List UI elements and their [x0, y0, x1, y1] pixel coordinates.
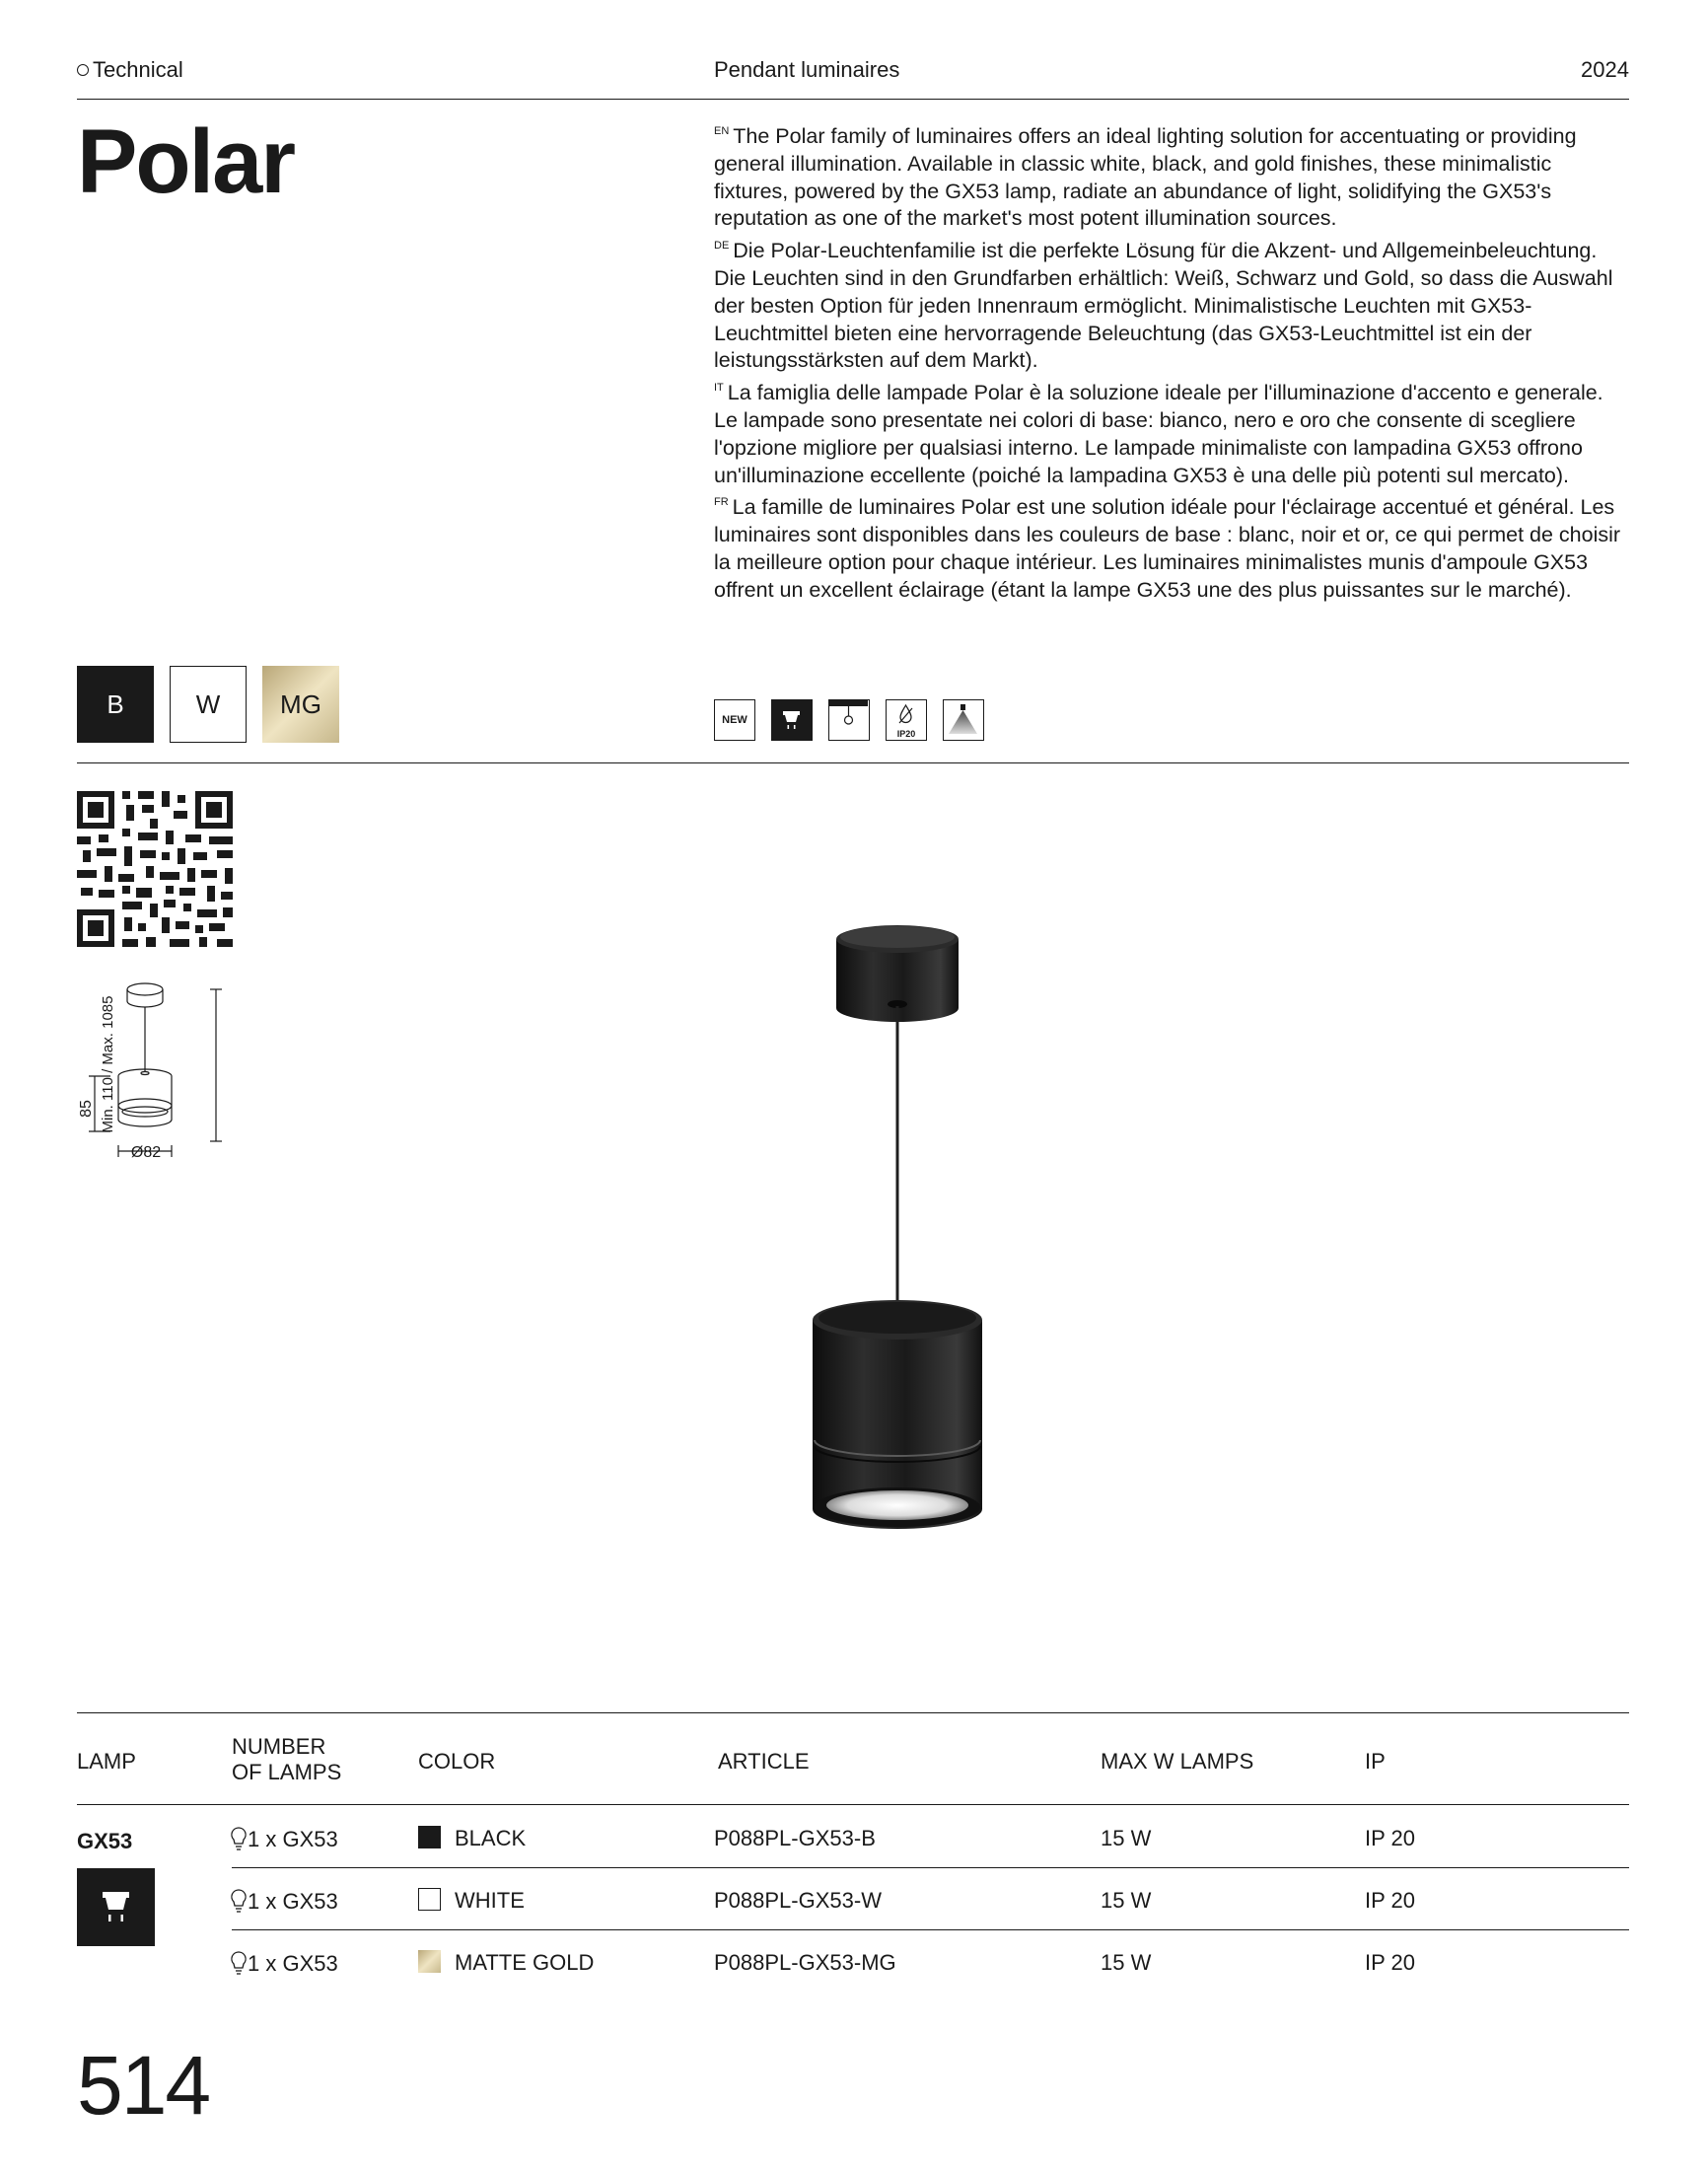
header-ip: IP — [1365, 1749, 1386, 1774]
new-icon — [714, 699, 755, 741]
page-number: 514 — [77, 2039, 210, 2132]
color-swatch-matte-gold — [418, 1950, 441, 1973]
bulb-icon — [230, 1950, 248, 1976]
circle-bullet-icon — [77, 64, 89, 76]
bulb-icon — [230, 1826, 248, 1851]
row-divider — [232, 1929, 1629, 1930]
header-color: COLOR — [418, 1749, 496, 1774]
product-title: Polar — [77, 111, 295, 212]
color-swatch-white — [418, 1888, 441, 1911]
light-beam-icon — [943, 699, 984, 741]
finish-swatch-matte-gold[interactable]: MG — [262, 666, 339, 743]
section-divider — [77, 762, 1629, 763]
row1-max-w: 15 W — [1101, 1826, 1152, 1850]
description-fr: $^{FR}$ La famille de luminaires Polar est une solution idéale pour l'éclairage accentué et général. Les luminaires sont disponibles dans les couleurs de base : blanc, noir et or, ce qui permet de choisir la meilleure option pour chaque intérieur. Les luminaires minimalistes munis d'ampoule GX53 offrent un excellent éclairage (étant la lampe GX53 une des plus puissantes sur le marché). — [714, 495, 1621, 602]
row-divider — [232, 1867, 1629, 1868]
lamp-type: GX53 — [77, 1829, 133, 1853]
row1-color: BLACK — [418, 1826, 526, 1851]
finish-swatch-black[interactable]: B — [77, 666, 154, 743]
cable-length-label: Min. 110 / Max. 1085 — [100, 995, 116, 1133]
row2-article: P088PL-GX53-W — [714, 1888, 882, 1913]
gx53-lamp-icon — [771, 699, 813, 741]
header-article: ARTICLE — [718, 1749, 810, 1774]
new-label: NEW — [722, 714, 747, 726]
row2-max-w: 15 W — [1101, 1888, 1152, 1913]
table-top-divider — [77, 1712, 1629, 1713]
row1-article: P088PL-GX53-B — [714, 1826, 876, 1850]
diameter-dimension-label: Ø82 — [130, 1144, 162, 1161]
row3-number: 1 x GX53 — [230, 1950, 338, 1977]
header-lamp: LAMP — [77, 1749, 136, 1774]
row1-ip: IP 20 — [1365, 1826, 1415, 1850]
description-en: $^{EN}$ The Polar family of luminaires offers an ideal lighting solution for accentuating or providing general illumination. Available in classic white, black, and gold finishes, these minimalistic fixtures, powered by the GX53 lamp, radiate an abundance of light, solidifying the GX53's reputation as one of the market's most potent illumination sources. — [714, 124, 1577, 231]
product-image — [789, 917, 1006, 1549]
description-it: $^{IT}$ La famiglia delle lampade Polar è la soluzione ideale per l'illuminazione d'accento e generale. Le lampade sono presentate nei colori di base: bianco, nero e oro che consente di scegliere l'opzione migliore per qualsiasi interno. Le lampade minimaliste con lampadina GX53 offrono un'illuminazione eccellente (poiché la lampadina GX53 è una delle più potenti sul mercato). — [714, 381, 1603, 487]
row3-max-w: 15 W — [1101, 1950, 1152, 1975]
row1-number: 1 x GX53 — [230, 1826, 338, 1852]
row2-color: WHITE — [418, 1888, 525, 1914]
description-de: $^{DE}$ Die Polar-Leuchtenfamilie ist die perfekte Lösung für die Akzent- und Allgemeinbeleuchtung. Die Leuchten sind in den Grundfarben erhältlich: Weiß, Schwarz und Gold, so dass die Auswahl der besten Option für jeden Innenraum ermöglicht. Minimalistische Leuchten mit GX53-Leuchtmittel bieten eine hervorragende Beleuchtung (das GX53-Leuchtmittel ist ein der leistungsstärksten auf dem Markt). — [714, 239, 1613, 373]
row3-ip: IP 20 — [1365, 1950, 1415, 1975]
row2-ip: IP 20 — [1365, 1888, 1415, 1913]
header-max-w: MAX W LAMPS — [1101, 1749, 1254, 1774]
year-label: 2024 — [1581, 57, 1629, 82]
header-divider — [77, 99, 1629, 100]
ip20-label: IP20 — [896, 729, 916, 739]
finish-swatch-white[interactable]: W — [170, 666, 247, 743]
gx53-lamp-icon — [77, 1868, 155, 1946]
qr-code[interactable] — [77, 791, 233, 947]
row3-article: P088PL-GX53-MG — [714, 1950, 896, 1975]
row3-color: MATTE GOLD — [418, 1950, 594, 1976]
height-dimension-label: 85 — [78, 1100, 95, 1118]
header-number-of-lamps: NUMBER OF LAMPS — [232, 1734, 342, 1784]
section-label: Technical — [77, 57, 183, 83]
pendant-mount-icon — [828, 699, 870, 741]
ip20-icon — [886, 699, 927, 741]
bulb-icon — [230, 1888, 248, 1914]
table-header-divider — [77, 1804, 1629, 1805]
color-swatch-black — [418, 1826, 441, 1848]
product-description — [714, 118, 1631, 605]
row2-number: 1 x GX53 — [230, 1888, 338, 1915]
category-label: Pendant luminaires — [714, 57, 900, 82]
